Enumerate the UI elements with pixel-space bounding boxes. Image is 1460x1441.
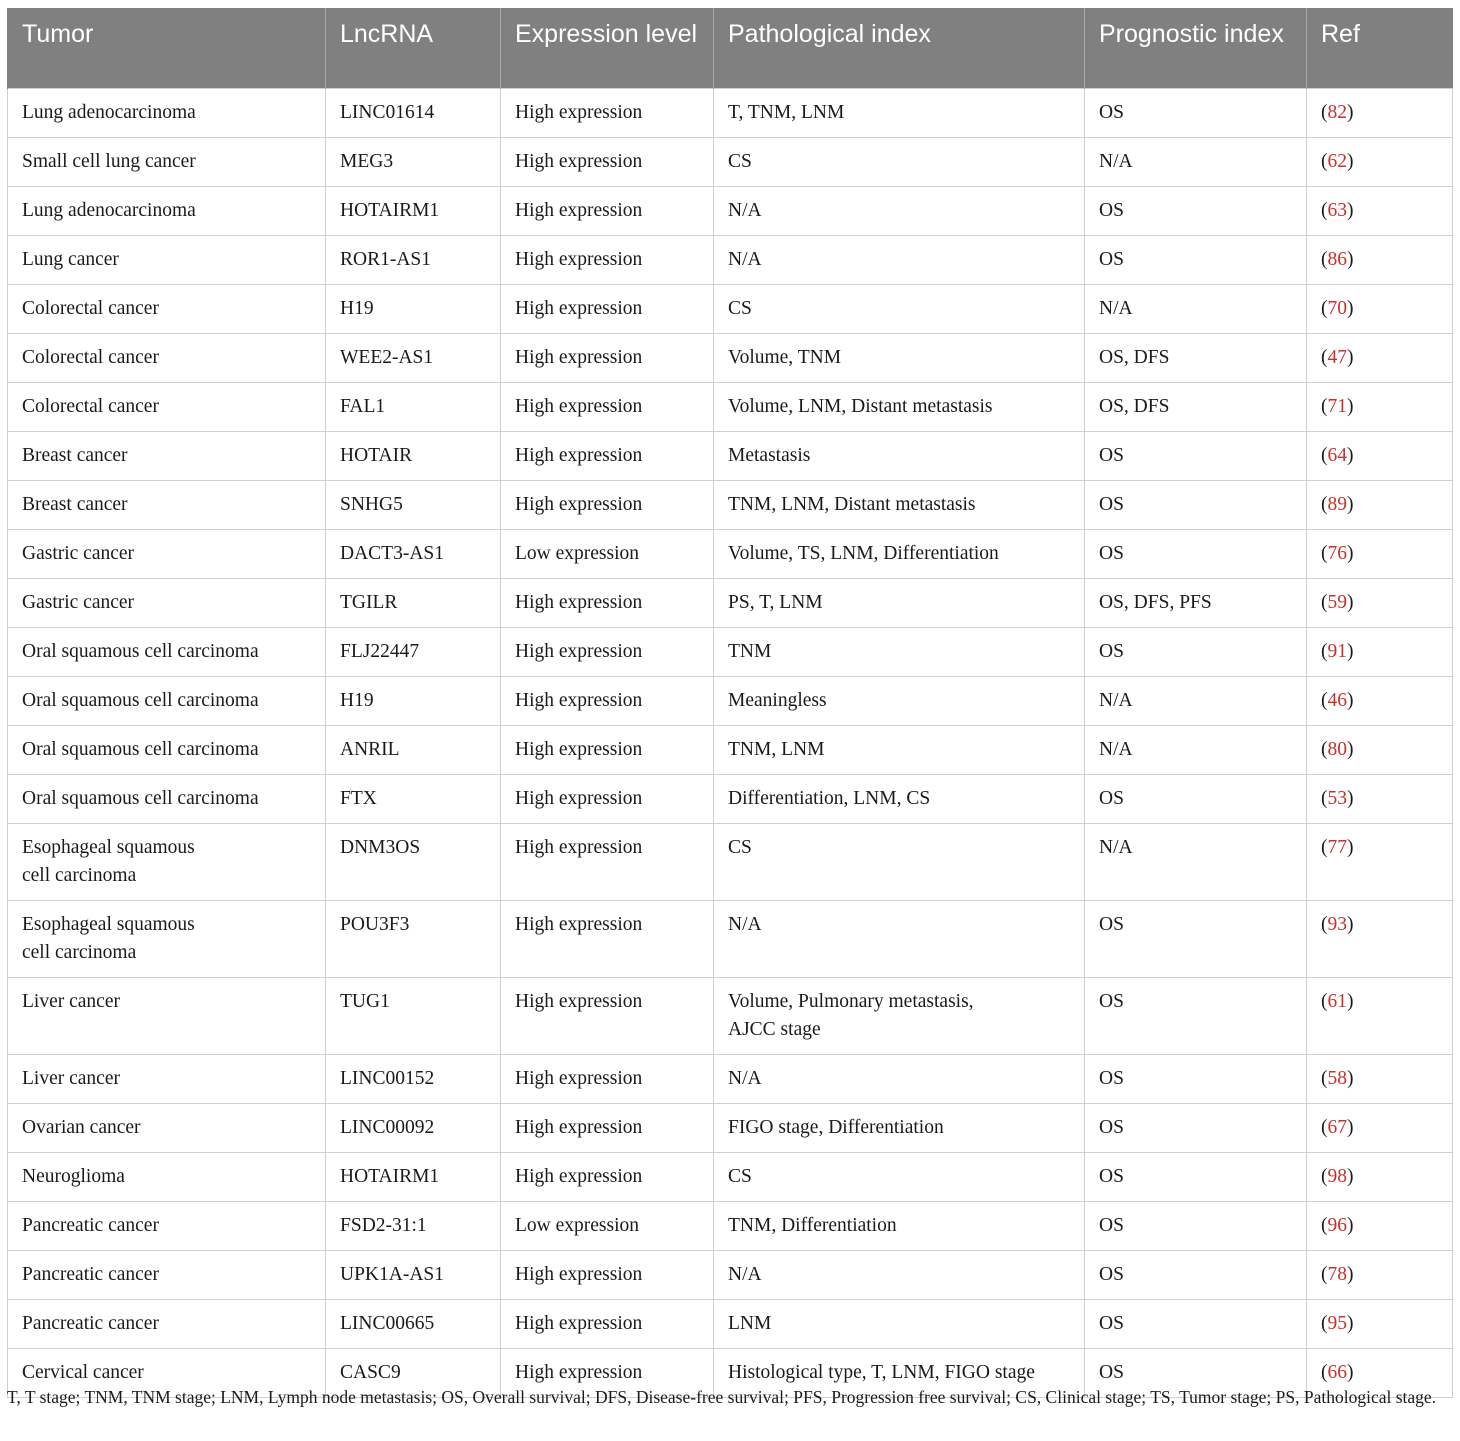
cell-ref: (93) [1307,900,1453,977]
reference-link[interactable]: 63 [1327,199,1347,221]
cell-ref: (86) [1307,235,1453,284]
cell-expression-level: High expression [501,333,714,382]
cell-pathological-index: TNM, LNM [714,725,1085,774]
cell-tumor: Oral squamous cell carcinoma [8,774,326,823]
cell-prognostic-index: N/A [1085,823,1307,900]
cell-pathological-index: Volume, TNM [714,333,1085,382]
cell-expression-level: High expression [501,431,714,480]
cell-expression-level: High expression [501,725,714,774]
cell-pathological-index: N/A [714,186,1085,235]
cell-pathological-index: FIGO stage, Differentiation [714,1103,1085,1152]
cell-prognostic-index: OS [1085,1250,1307,1299]
cell-pathological-index: N/A [714,1054,1085,1103]
cell-ref: (64) [1307,431,1453,480]
cell-ref: (77) [1307,823,1453,900]
cell-ref: (76) [1307,529,1453,578]
reference-link[interactable]: 47 [1327,346,1347,368]
table-row [8,627,1453,676]
cell-lncrna: DNM3OS [326,823,501,900]
cell-prognostic-index: OS [1085,900,1307,977]
cell-ref: (98) [1307,1152,1453,1201]
header-row [8,8,1453,88]
table-row [8,529,1453,578]
header-tumor: Tumor [8,8,326,88]
reference-link[interactable]: 64 [1327,444,1347,466]
table-row [8,676,1453,725]
cell-pathological-index: TNM [714,627,1085,676]
cell-ref: (47) [1307,333,1453,382]
cell-expression-level: High expression [501,382,714,431]
cell-lncrna: HOTAIR [326,431,501,480]
table-row [8,1152,1453,1201]
cell-prognostic-index: OS [1085,1054,1307,1103]
cell-expression-level: High expression [501,1348,714,1397]
table-row [8,1250,1453,1299]
cell-prognostic-index: OS [1085,529,1307,578]
table-row [8,823,1453,900]
cell-pathological-index: CS [714,137,1085,186]
reference-link[interactable]: 53 [1327,787,1347,809]
cell-tumor: Pancreatic cancer [8,1299,326,1348]
cell-ref: (78) [1307,1250,1453,1299]
cell-lncrna: ANRIL [326,725,501,774]
cell-expression-level: Low expression [501,1201,714,1250]
cell-pathological-index: CS [714,284,1085,333]
cell-prognostic-index: OS [1085,627,1307,676]
reference-link[interactable]: 78 [1327,1263,1347,1285]
cell-ref: (63) [1307,186,1453,235]
cell-ref: (46) [1307,676,1453,725]
cell-tumor: Small cell lung cancer [8,137,326,186]
cell-pathological-index: PS, T, LNM [714,578,1085,627]
cell-expression-level: High expression [501,977,714,1054]
cell-tumor: Breast cancer [8,480,326,529]
cell-ref: (89) [1307,480,1453,529]
cell-prognostic-index: OS [1085,480,1307,529]
cell-lncrna: LINC01614 [326,88,501,137]
cell-expression-level: High expression [501,1103,714,1152]
cell-prognostic-index: OS [1085,774,1307,823]
reference-link[interactable]: 91 [1327,640,1347,662]
cell-pathological-index: N/A [714,1250,1085,1299]
cell-ref: (71) [1307,382,1453,431]
reference-link[interactable]: 70 [1327,297,1347,319]
cell-lncrna: H19 [326,284,501,333]
cell-expression-level: High expression [501,235,714,284]
cell-expression-level: High expression [501,284,714,333]
cell-tumor: Gastric cancer [8,529,326,578]
cell-ref: (91) [1307,627,1453,676]
cell-pathological-index: CS [714,823,1085,900]
cell-lncrna: HOTAIRM1 [326,186,501,235]
cell-pathological-index: Histological type, T, LNM, FIGO stage [714,1348,1085,1397]
cell-pathological-index: Volume, TS, LNM, Differentiation [714,529,1085,578]
table-row [8,725,1453,774]
cell-pathological-index: Meaningless [714,676,1085,725]
table-row [8,186,1453,235]
reference-link[interactable]: 80 [1327,738,1347,760]
table-row [8,284,1453,333]
cell-lncrna: LINC00152 [326,1054,501,1103]
cell-ref: (70) [1307,284,1453,333]
cell-prognostic-index: OS, DFS [1085,382,1307,431]
cell-expression-level: High expression [501,137,714,186]
table-row [8,431,1453,480]
cell-ref: (62) [1307,137,1453,186]
cell-prognostic-index: OS [1085,186,1307,235]
table-row [8,1054,1453,1103]
cell-ref: (67) [1307,1103,1453,1152]
cell-lncrna: UPK1A-AS1 [326,1250,501,1299]
table-row [8,578,1453,627]
cell-pathological-index: N/A [714,235,1085,284]
cell-ref: (58) [1307,1054,1453,1103]
table-row [8,1299,1453,1348]
cell-lncrna: LINC00665 [326,1299,501,1348]
cell-lncrna: HOTAIRM1 [326,1152,501,1201]
cell-tumor: Esophageal squamous cell carcinoma [8,823,326,900]
cell-expression-level: High expression [501,88,714,137]
cell-pathological-index: TNM, Differentiation [714,1201,1085,1250]
table-row [8,382,1453,431]
cell-pathological-index: Volume, Pulmonary metastasis, AJCC stage [714,977,1085,1054]
cell-expression-level: High expression [501,1152,714,1201]
cell-pathological-index: TNM, LNM, Distant metastasis [714,480,1085,529]
cell-tumor: Ovarian cancer [8,1103,326,1152]
table-row [8,977,1453,1054]
cell-pathological-index: N/A [714,900,1085,977]
cell-lncrna: FAL1 [326,382,501,431]
cell-lncrna: DACT3-AS1 [326,529,501,578]
cell-lncrna: H19 [326,676,501,725]
cell-tumor: Colorectal cancer [8,382,326,431]
cell-expression-level: High expression [501,774,714,823]
reference-link[interactable]: 66 [1327,1361,1347,1383]
reference-link[interactable]: 58 [1327,1067,1347,1089]
data-table-container [7,8,1452,1398]
cell-tumor: Gastric cancer [8,578,326,627]
cell-tumor: Lung adenocarcinoma [8,88,326,137]
cell-prognostic-index: N/A [1085,676,1307,725]
cell-ref: (96) [1307,1201,1453,1250]
cell-ref: (59) [1307,578,1453,627]
cell-prognostic-index: OS, DFS [1085,333,1307,382]
reference-link[interactable]: 86 [1327,248,1347,270]
cell-expression-level: High expression [501,578,714,627]
reference-link[interactable]: 76 [1327,542,1347,564]
table-row [8,235,1453,284]
cell-lncrna: LINC00092 [326,1103,501,1152]
cell-prognostic-index: OS [1085,1201,1307,1250]
cell-pathological-index: Volume, LNM, Distant metastasis [714,382,1085,431]
cell-prognostic-index: OS [1085,1299,1307,1348]
cell-lncrna: POU3F3 [326,900,501,977]
table-footnote: T, T stage; TNM, TNM stage; LNM, Lymph node metastasis; OS, Overall survival; DFS, Disease-free survival; PFS, Progression free survival; CS, Clinical stage; TS, Tumor stage; PS, Pathological stage. [7,1387,1437,1407]
table-body [8,88,1453,1397]
header-ref: Ref [1307,8,1453,88]
cell-tumor: Oral squamous cell carcinoma [8,627,326,676]
cell-prognostic-index: N/A [1085,284,1307,333]
cell-lncrna: WEE2-AS1 [326,333,501,382]
cell-tumor: Liver cancer [8,977,326,1054]
cell-tumor: Colorectal cancer [8,284,326,333]
cell-expression-level: Low expression [501,529,714,578]
reference-link[interactable]: 77 [1327,836,1347,858]
cell-tumor: Lung cancer [8,235,326,284]
cell-lncrna: FLJ22447 [326,627,501,676]
cell-expression-level: High expression [501,480,714,529]
cell-ref: (53) [1307,774,1453,823]
cell-prognostic-index: OS [1085,977,1307,1054]
cell-prognostic-index: N/A [1085,725,1307,774]
cell-tumor: Lung adenocarcinoma [8,186,326,235]
cell-lncrna: TUG1 [326,977,501,1054]
cell-prognostic-index: OS [1085,431,1307,480]
reference-link[interactable]: 89 [1327,493,1347,515]
cell-tumor: Cervical cancer [8,1348,326,1397]
cell-expression-level: High expression [501,1250,714,1299]
cell-pathological-index: T, TNM, LNM [714,88,1085,137]
table-header [8,8,1453,88]
cell-prognostic-index: OS [1085,235,1307,284]
header-prognostic-index: Prognostic index [1085,8,1307,88]
cell-lncrna: FSD2-31:1 [326,1201,501,1250]
reference-link[interactable]: 98 [1327,1165,1347,1187]
table-row [8,480,1453,529]
header-expression-level: Expression level [501,8,714,88]
reference-link[interactable]: 67 [1327,1116,1347,1138]
cell-ref: (95) [1307,1299,1453,1348]
cell-prognostic-index: OS [1085,1348,1307,1397]
cell-ref: (66) [1307,1348,1453,1397]
reference-link[interactable]: 95 [1327,1312,1347,1334]
table-row [8,1103,1453,1152]
cell-tumor: Pancreatic cancer [8,1250,326,1299]
reference-link[interactable]: 93 [1327,913,1347,935]
cell-expression-level: High expression [501,823,714,900]
reference-link[interactable]: 82 [1327,101,1347,123]
cell-prognostic-index: N/A [1085,137,1307,186]
cell-expression-level: High expression [501,1299,714,1348]
cell-tumor: Colorectal cancer [8,333,326,382]
reference-link[interactable]: 62 [1327,150,1347,172]
cell-tumor: Neuroglioma [8,1152,326,1201]
cell-pathological-index: CS [714,1152,1085,1201]
table-row [8,333,1453,382]
cell-prognostic-index: OS [1085,1103,1307,1152]
table-row [8,774,1453,823]
reference-link[interactable]: 71 [1327,395,1347,417]
cell-prognostic-index: OS [1085,1152,1307,1201]
cell-tumor: Esophageal squamous cell carcinoma [8,900,326,977]
table-row [8,1201,1453,1250]
cell-lncrna: TGILR [326,578,501,627]
cell-expression-level: High expression [501,676,714,725]
cell-lncrna: SNHG5 [326,480,501,529]
reference-link[interactable]: 61 [1327,990,1347,1012]
cell-expression-level: High expression [501,186,714,235]
cell-tumor: Oral squamous cell carcinoma [8,725,326,774]
reference-link[interactable]: 59 [1327,591,1347,613]
cell-pathological-index: Metastasis [714,431,1085,480]
cell-pathological-index: LNM [714,1299,1085,1348]
cell-tumor: Oral squamous cell carcinoma [8,676,326,725]
cell-ref: (80) [1307,725,1453,774]
reference-link[interactable]: 46 [1327,689,1347,711]
cell-expression-level: High expression [501,1054,714,1103]
cell-tumor: Pancreatic cancer [8,1201,326,1250]
cell-ref: (61) [1307,977,1453,1054]
cell-lncrna: ROR1-AS1 [326,235,501,284]
cell-lncrna: FTX [326,774,501,823]
cell-expression-level: High expression [501,627,714,676]
lncrna-table [7,8,1453,1398]
cell-pathological-index: Differentiation, LNM, CS [714,774,1085,823]
cell-tumor: Breast cancer [8,431,326,480]
table-row [8,88,1453,137]
cell-lncrna: CASC9 [326,1348,501,1397]
cell-lncrna: MEG3 [326,137,501,186]
header-lncrna: LncRNA [326,8,501,88]
cell-prognostic-index: OS [1085,88,1307,137]
reference-link[interactable]: 96 [1327,1214,1347,1236]
cell-prognostic-index: OS, DFS, PFS [1085,578,1307,627]
cell-ref: (82) [1307,88,1453,137]
header-pathological-index: Pathological index [714,8,1085,88]
cell-tumor: Liver cancer [8,1054,326,1103]
cell-expression-level: High expression [501,900,714,977]
table-row [8,900,1453,977]
table-row [8,137,1453,186]
